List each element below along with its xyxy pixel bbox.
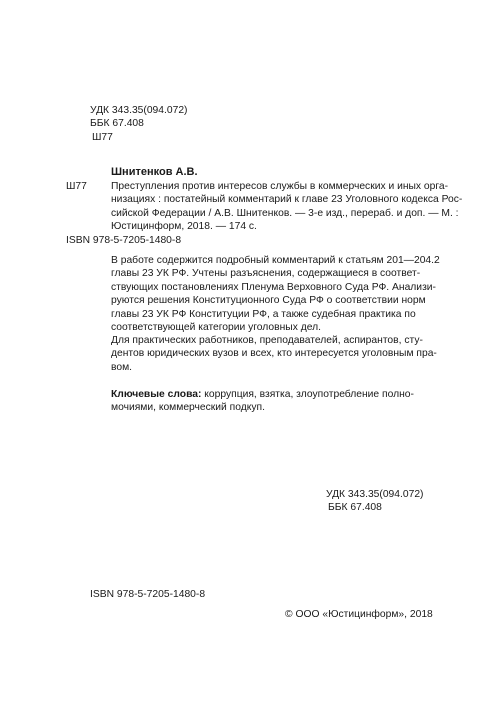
audience-line: Для практических работников, преподавателей, аспирантов, сту- (111, 335, 423, 346)
audience-line: дентов юридических вузов и всех, кто интересуется уголовным пра- (111, 348, 437, 360)
author-mark-left: Ш77 (66, 181, 87, 192)
abstract-line: ствующих постановлениях Пленума Верховного Суда РФ. Анализи- (111, 281, 436, 293)
audience-line: вом. (111, 361, 133, 373)
udk-code: УДК 343.35(094.072) (90, 105, 188, 116)
keywords-label: Ключевые слова: (111, 389, 202, 400)
author-heading: Шнитенков А.В. (111, 166, 198, 178)
author-mark: Ш77 (92, 131, 113, 143)
isbn-top: ISBN 978-5-7205-1480-8 (66, 235, 182, 246)
abstract (111, 254, 441, 334)
udk-code-bottom: УДК 343.35(094.072) (326, 489, 424, 500)
classification-top (90, 104, 187, 144)
isbn-bottom: ISBN 978-5-7205-1480-8 (90, 589, 206, 600)
abstract-line: соответствующей категории уголовных дел. (111, 322, 321, 334)
keywords-text-continued: мочиями, коммерческий подкуп. (111, 402, 265, 414)
bbk-code: ББК 67.408 (90, 118, 144, 130)
abstract-line: В работе содержится подробный комментарий к статьям 201—204.2 (111, 255, 440, 266)
abstract-line: главы 23 УК РФ. Учтены разъяснения, содержащиеся в соответ- (111, 268, 421, 280)
keywords (111, 388, 441, 415)
citation-line: Юстицинформ, 2018. — 174 с. (111, 221, 257, 233)
bbk-code-bottom: ББК 67.408 (328, 502, 382, 514)
citation-line: Преступления против интересов службы в коммерческих и иных орга- (111, 181, 449, 192)
abstract-line: главы 23 УК РФ Конституции РФ, а также судебная практика по (111, 308, 416, 320)
citation-line: сийской Федерации / А.В. Шнитенков. — 3-е изд., перераб. и доп. — М. : (111, 207, 459, 219)
classification-bottom (326, 488, 423, 515)
keywords-text: коррупция, взятка, злоупотребление полно- (201, 389, 414, 400)
citation-line: низациях : постатейный комментарий к главе 23 Уголовного кодекса Рос- (111, 194, 463, 206)
copyright-notice: © ООО «Юстицинформ», 2018 (285, 609, 433, 620)
abstract-line: руются решения Конституционного Суда РФ о соответствии норм (111, 295, 426, 307)
bibliographic-citation (111, 180, 463, 234)
audience-note (111, 334, 441, 374)
